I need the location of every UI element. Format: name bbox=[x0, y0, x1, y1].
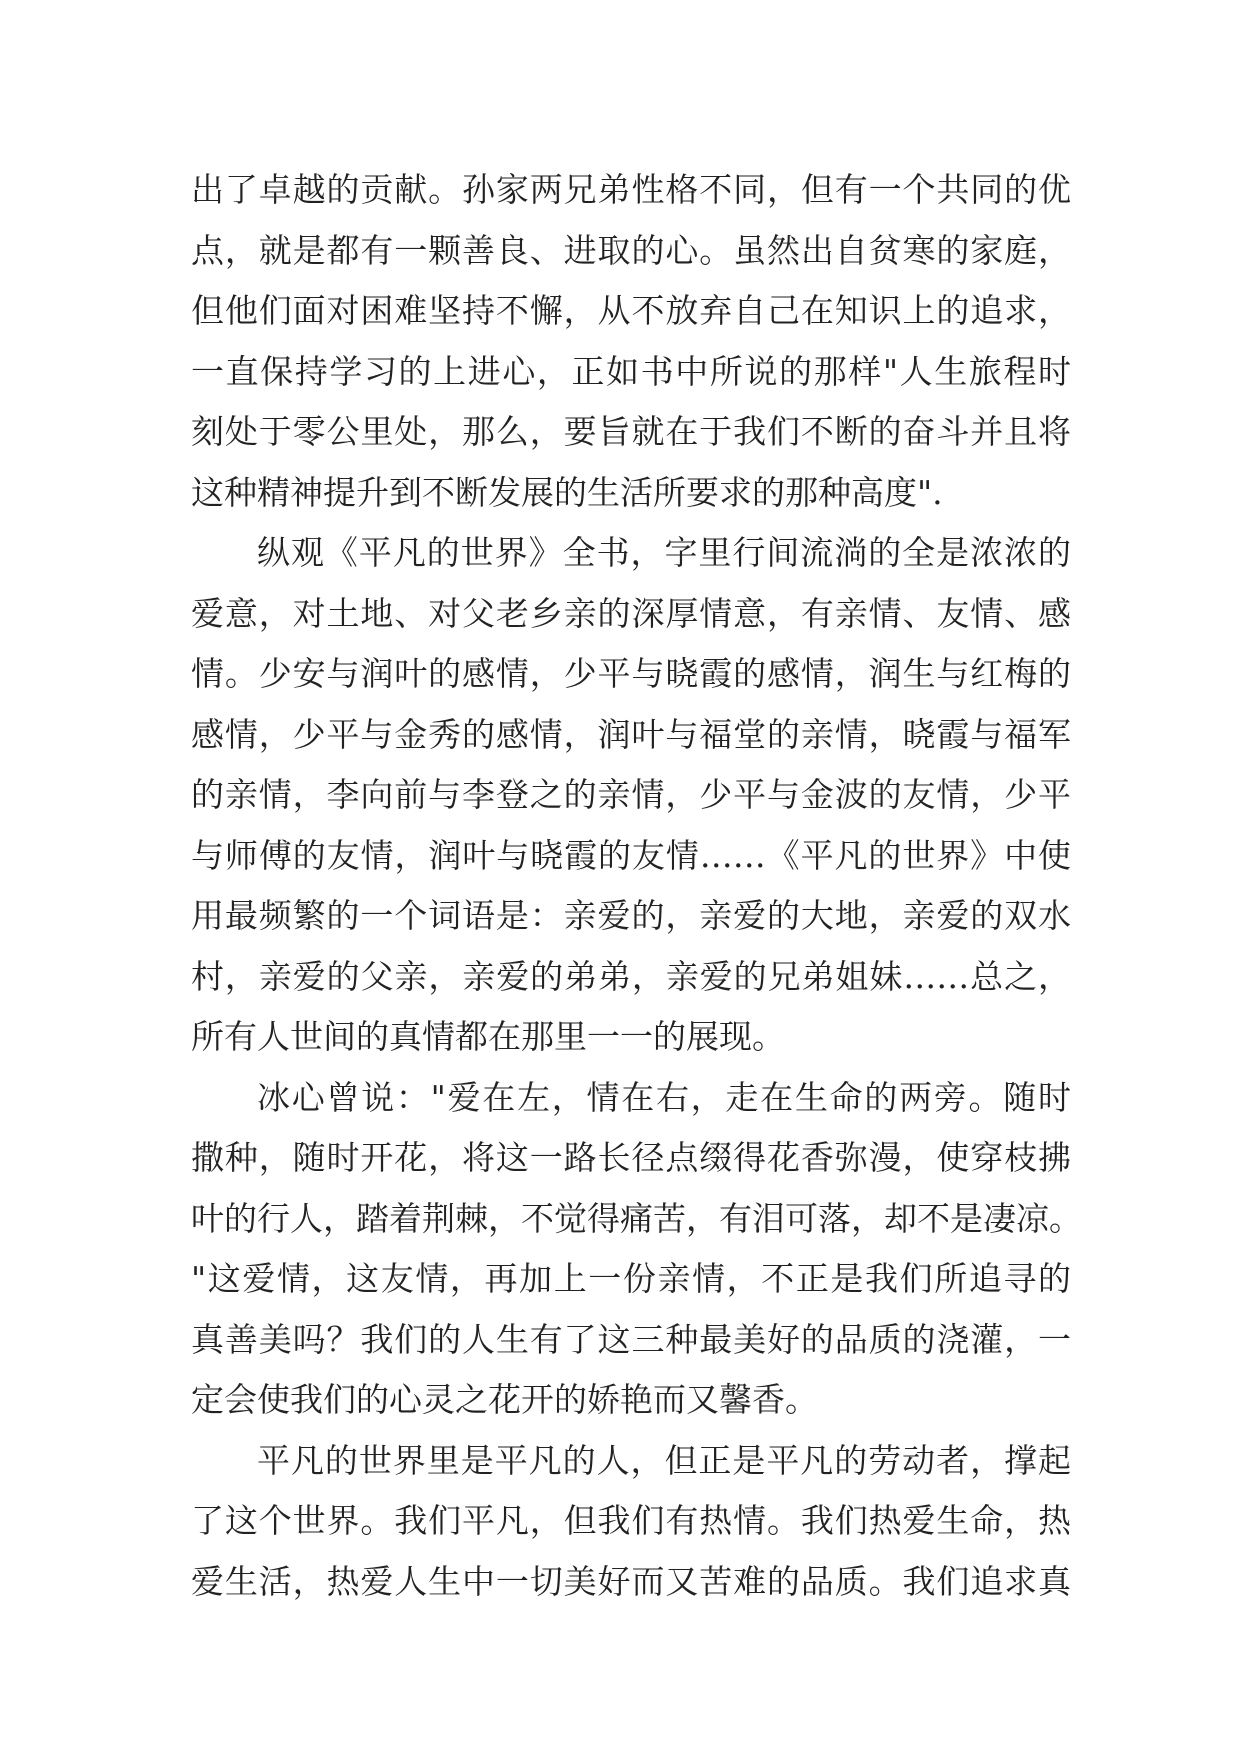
text-line: 纵观《平凡的世界》全书，字里行间流淌的全是浓浓的 bbox=[257, 533, 1071, 572]
text-line: 点，就是都有一颗善良、进取的心。虽然出自贫寒的家庭， bbox=[191, 230, 1071, 270]
text-line: 的亲情，李向前与李登之的亲情，少平与金波的友情，少平 bbox=[191, 775, 1071, 814]
text-line: 一直保持学习的上进心，正如书中所说的那样"人生旅程时 bbox=[191, 351, 1071, 391]
text-line: 冰心曾说："爱在左，情在右，走在生命的两旁。随时 bbox=[257, 1077, 1071, 1117]
text-line: 叶的行人，踏着荆棘，不觉得痛苦，有泪可落，却不是凄凉。 bbox=[191, 1198, 1082, 1238]
text-line: 这种精神提升到不断发展的生活所要求的那种高度". bbox=[191, 472, 943, 512]
text-line: 爱生活，热爱人生中一切美好而又苦难的品质。我们追求真 bbox=[191, 1561, 1071, 1601]
text-line: 刻处于零公里处，那么，要旨就在于我们不断的奋斗并且将 bbox=[191, 412, 1071, 451]
text-line: 平凡的世界里是平凡的人，但正是平凡的劳动者，撑起 bbox=[257, 1440, 1071, 1480]
text-line: 与师傅的友情，润叶与晓霞的友情……《平凡的世界》中使 bbox=[191, 835, 1071, 875]
text-line: 真善美吗？我们的人生有了这三种最美好的品质的浇灌，一 bbox=[191, 1319, 1071, 1359]
text-line: "这爱情，这友情，再加上一份亲情，不正是我们所追寻的 bbox=[191, 1259, 1071, 1298]
text-line: 感情，少平与金秀的感情，润叶与福堂的亲情，晓霞与福军 bbox=[191, 714, 1071, 754]
text-line: 了这个世界。我们平凡，但我们有热情。我们热爱生命，热 bbox=[191, 1501, 1071, 1540]
text-line: 定会使我们的心灵之花开的娇艳而又馨香。 bbox=[191, 1380, 818, 1419]
text-line: 情。少安与润叶的感情，少平与晓霞的感情，润生与红梅的 bbox=[191, 654, 1071, 693]
text-line: 撒种，随时开花，将这一路长径点缀得花香弥漫，使穿枝拂 bbox=[191, 1138, 1071, 1177]
text-line: 爱意，对土地、对父老乡亲的深厚情意，有亲情、友情、感 bbox=[191, 593, 1071, 633]
text-line: 所有人世间的真情都在那里一一的展现。 bbox=[191, 1017, 785, 1056]
text-line: 但他们面对困难坚持不懈，从不放弃自己在知识上的追求， bbox=[191, 291, 1071, 330]
text-line: 出了卓越的贡献。孙家两兄弟性格不同，但有一个共同的优 bbox=[191, 170, 1071, 209]
text-line: 用最频繁的一个词语是：亲爱的，亲爱的大地，亲爱的双水 bbox=[191, 896, 1071, 935]
text-line: 村，亲爱的父亲，亲爱的弟弟，亲爱的兄弟姐妹……总之， bbox=[191, 956, 1071, 996]
document-body bbox=[191, 160, 1082, 1612]
